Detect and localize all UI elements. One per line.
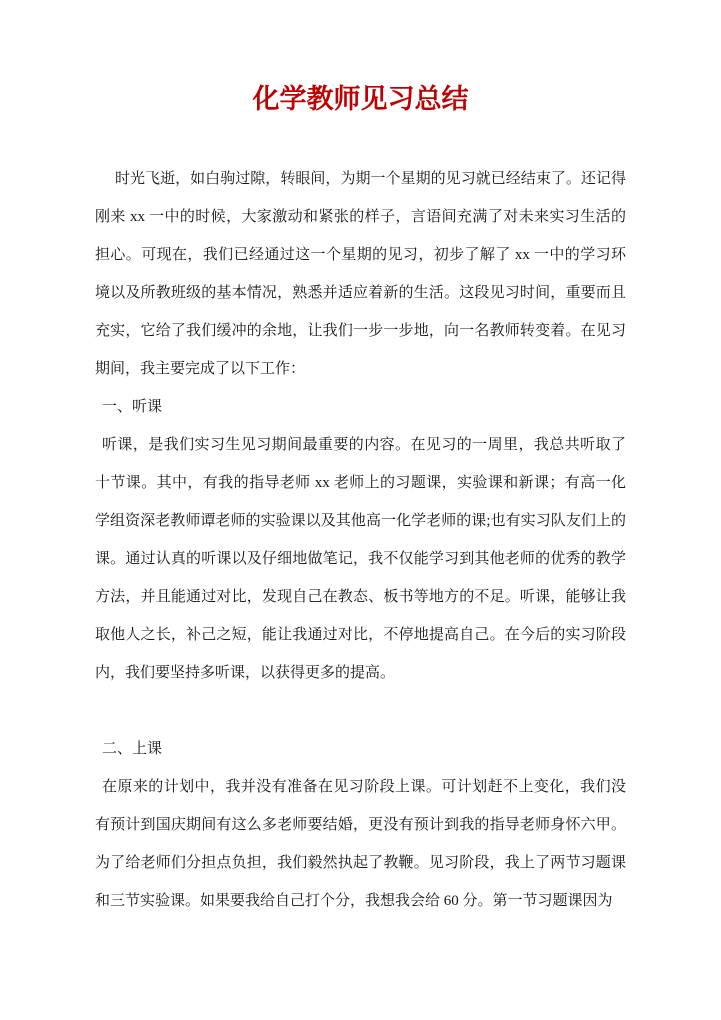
paragraph-teaching: 在原来的计划中，我并没有准备在见习阶段上课。可计划赶不上变化，我们没有预计到国庆期间有这么多老师要结婚，更没有预计到我的指导老师身怀六甲。为了给老师们分担点负担，我们毅然执起了教鞭。见习阶段，我上了两节习题课和三节实验课。如果要我给自己打个分，我想我会给 60 分。第一节习题课因为	[95, 779, 626, 909]
paragraph-listening: 听课，是我们实习生见习期间最重要的内容。在见习的一周里，我总共听取了十节课。其中，有我的指导老师 xx 老师上的习题课，实验课和新课；有高一化学组资深老教师谭老师的实验课以及其他高一化学老师的课;也有实习队友们上的课。通过认真的听课以及仔细地做笔记，我不仅能学习到其他老师的优秀的教学方法，并且能通过对比，发现自己在教态、板书等地方的不足。听课，能够让我取他人之长，补己之短，能让我通过对比，不停地提高自己。在今后的实习阶段内，我们要坚持多听课，以获得更多的提高。	[95, 437, 626, 681]
section-heading-teaching: 二、上课	[102, 741, 163, 757]
section-heading-listening: 一、听课	[102, 399, 163, 415]
document-title: 化学教师见习总结	[252, 84, 469, 114]
paragraph-intro: 时光飞逝，如白驹过隙，转眼间，为期一个星期的见习就已经结束了。还记得刚来 xx 一中的时候，大家激动和紧张的样子，言语间充满了对未来实习生活的担心。可现在，我们已经通过这一个星期的见习，初步了解了 xx 一中的学习环境以及所教班级的基本情况，熟悉并适应着新的生活。这段见习时间，重要而且充实，它给了我们缓冲的余地，让我们一步一步地，向一名教师转变着。在见习期间，我主要完成了以下工作：	[95, 171, 626, 377]
